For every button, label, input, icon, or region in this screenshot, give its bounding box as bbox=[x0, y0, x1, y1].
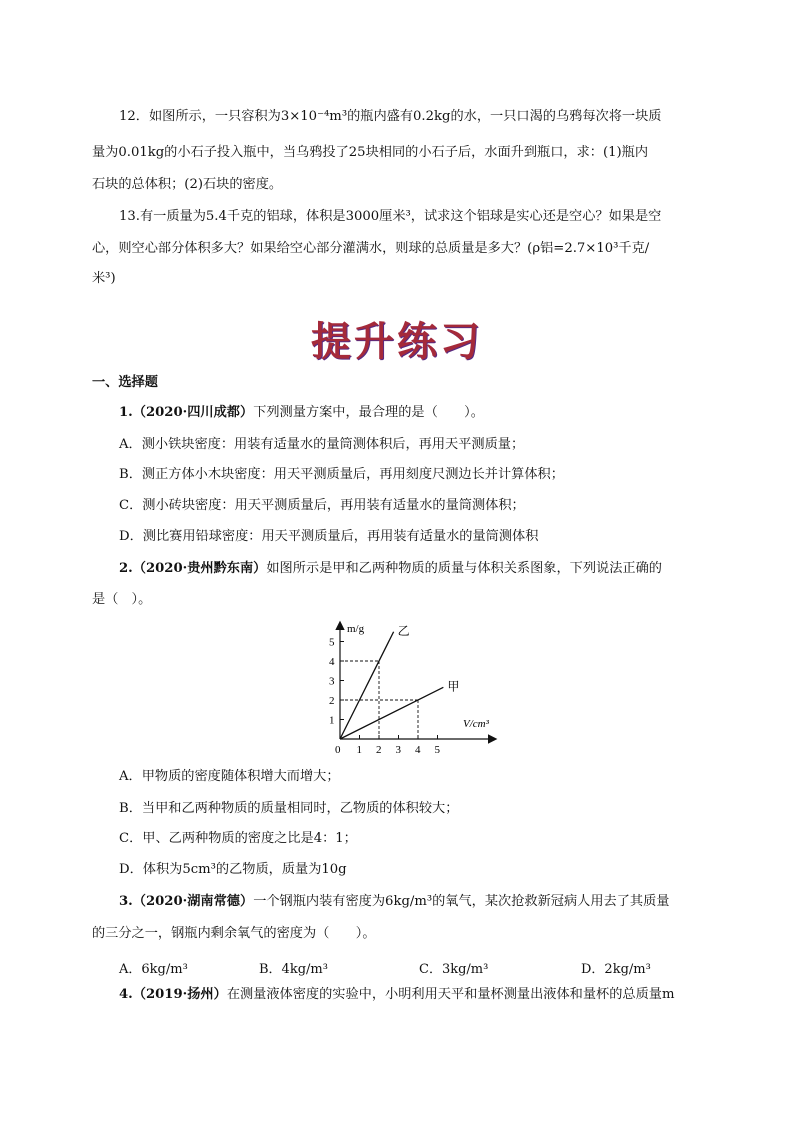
x-tick-label: 2 bbox=[376, 744, 382, 756]
y-tick-label: 5 bbox=[329, 636, 335, 649]
p1-stem bbox=[119, 406, 484, 419]
p3-stem-2: 的三分之一，钢瓶内剩余氧气的密度为（ ）。 bbox=[92, 926, 376, 941]
p1-option-a: A．测小铁块密度：用装有适量水的量筒测体积后，再用天平测质量； bbox=[119, 437, 525, 452]
x-axis-label: V/cm³ bbox=[463, 718, 489, 730]
q12-line-3: 石块的总体积；(2)石块的密度。 bbox=[92, 177, 283, 192]
y-tick-label: 4 bbox=[329, 656, 335, 668]
p4-stem bbox=[119, 988, 675, 1001]
p2-stem-2: 是（ ）。 bbox=[92, 592, 152, 607]
p3-stem-text: 一个钢瓶内装有密度为6kg/m³的氧气，某次抢救新冠病人用去了其质量 bbox=[253, 894, 670, 909]
p2-option-b: B．当甲和乙两种物质的质量相同时，乙物质的体积较大； bbox=[119, 801, 459, 816]
p2-option-c: C．甲、乙两种物质的密度之比是4：1； bbox=[119, 831, 357, 846]
section-title: 一、选择题 bbox=[92, 375, 158, 390]
q12-line-2: 量为0.01kg的小石子投入瓶中，当乌鸦投了25块相同的小石子后，水面升到瓶口，求：(1)瓶内 bbox=[92, 145, 649, 160]
x-tick-label: 4 bbox=[415, 744, 421, 756]
p2-option-a: A．甲物质的密度随体积增大而增大； bbox=[119, 769, 340, 784]
p2-option-d: D．体积为5cm³的乙物质，质量为10g bbox=[119, 862, 347, 877]
p4-source: 4.（2019·扬州） bbox=[119, 987, 227, 1002]
q13-line-2: 心，则空心部分体积多大？如果给空心部分灌满水，则球的总质量是多大？(ρ铝=2.7×10³千克/ bbox=[92, 241, 650, 256]
q13-line-3: 米³) bbox=[92, 271, 116, 286]
section-heading: 提升练习 bbox=[311, 318, 483, 365]
p2-stem bbox=[119, 562, 662, 575]
p1-option-b: B．测正方体小木块密度：用天平测质量后，再用刻度尺测边长并计算体积； bbox=[119, 467, 564, 482]
p2-source: 2.（2020·贵州黔东南） bbox=[119, 561, 267, 576]
p1-option-c: C．测小砖块密度：用天平测质量后，再用装有适量水的量筒测体积； bbox=[119, 498, 525, 513]
p3-option-d: D．2kg/m³ bbox=[581, 962, 651, 977]
series-label: 乙 bbox=[397, 623, 410, 638]
y-tick-label: 3 bbox=[329, 675, 335, 688]
p3-stem bbox=[119, 895, 670, 908]
p3-option-c: C．3kg/m³ bbox=[419, 962, 489, 977]
p3-source: 3.（2020·湖南常德） bbox=[119, 894, 254, 909]
series-line bbox=[340, 687, 443, 739]
q12-line-1: 12．如图所示，一只容积为3×10⁻⁴m³的瓶内盛有0.2kg的水，一只口渴的乌鸦每次将一块质 bbox=[119, 109, 662, 124]
p3-option-a: A．6kg/m³ bbox=[119, 962, 188, 977]
p1-option-d: D．测比赛用铅球密度：用天平测质量后，再用装有适量水的量筒测体积 bbox=[119, 529, 539, 544]
p1-stem-text: 下列测量方案中，最合理的是（ ）。 bbox=[253, 405, 484, 420]
p1-source: 1.（2020·四川成都） bbox=[119, 405, 254, 420]
p4-stem-text: 在测量液体密度的实验中，小明利用天平和量杯测量出液体和量杯的总质量m bbox=[226, 987, 675, 1002]
x-tick-label: 3 bbox=[395, 744, 401, 756]
p3-option-b: B．4kg/m³ bbox=[259, 962, 328, 977]
y-tick-label: 2 bbox=[329, 695, 335, 707]
x-tick-label: 5 bbox=[434, 744, 440, 756]
origin-label: 0 bbox=[335, 744, 341, 756]
x-tick-label: 1 bbox=[356, 744, 362, 756]
q13-line-1: 13.有一质量为5.4千克的铝球，体积是3000厘米³，试求这个铝球是实心还是空心？如果是空 bbox=[119, 209, 662, 224]
series-line bbox=[340, 632, 394, 739]
p2-stem-text: 如图所示是甲和乙两种物质的质量与体积关系图象，下列说法正确的 bbox=[266, 561, 662, 576]
series-label: 甲 bbox=[447, 679, 460, 694]
y-tick-label: 1 bbox=[329, 714, 335, 727]
y-axis-label: m/g bbox=[347, 623, 365, 635]
mass-volume-chart bbox=[325, 615, 505, 763]
